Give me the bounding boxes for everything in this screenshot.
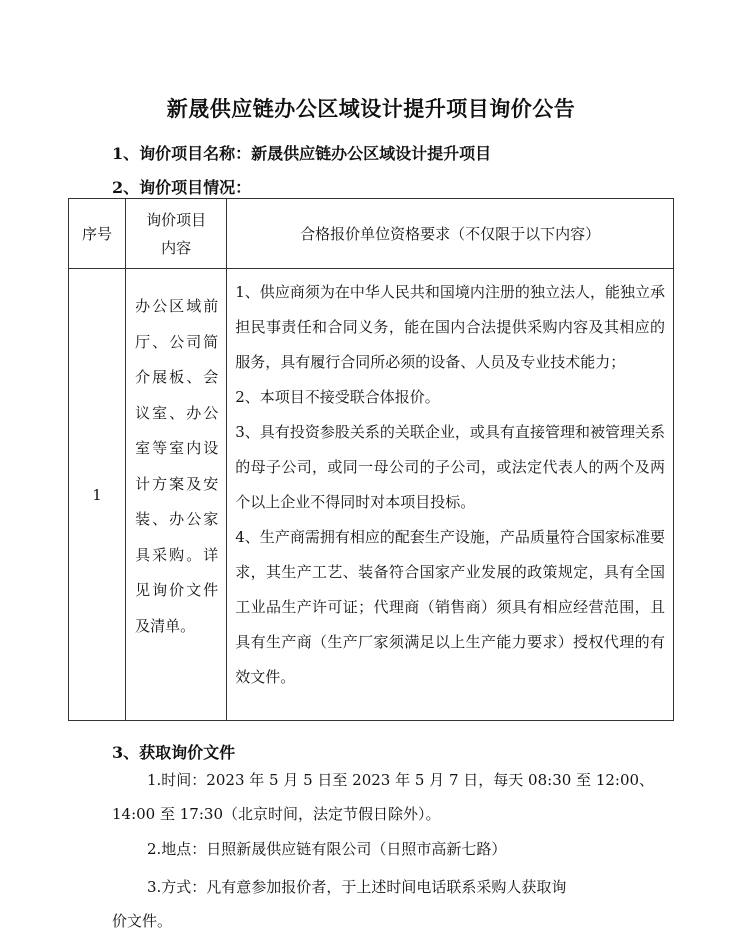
table-row [69,269,674,721]
obtain-time-line2: 14:00 至 17:30（北京时间，法定节假日除外）。 [112,805,441,823]
section-obtain-documents: 3、获取询价文件 [112,743,236,762]
requirements-table [68,198,674,721]
section-project-situation: 2、询价项目情况： [112,178,252,197]
row-content: 办公区域前厅、公司简介展板、会议室、办公室等室内设计方案及安装、办公家具采购。详见询价文件及清单。 [126,269,227,721]
requirement-item: 3、具有投资参股关系的关联企业，或具有直接管理和被管理关系的母子公司，或同一母公司的子公司，或法定代表人的两个及两个以上企业不得同时对本项目投标。 [235,423,665,511]
header-requirements: 合格报价单位资格要求（不仅限于以下内容） [227,199,674,269]
requirement-item: 2、本项目不接受联合体报价。 [235,388,440,406]
row-index: 1 [69,269,126,721]
requirement-item: 1、供应商须为在中华人民共和国境内注册的独立法人，能独立承担民事责任和合同义务，能在国内合法提供采购内容及其相应的服务，具有履行合同所必须的设备、人员及专业技术能力； [235,283,665,371]
row-requirements [227,269,674,721]
obtain-time-line1: 1.时间：2023 年 5 月 5 日至 2023 年 5 月 7 日，每天 08:30 至 12:00、 [147,771,655,789]
header-index: 序号 [69,199,126,269]
table-header-row [69,199,674,269]
requirement-item: 4、生产商需拥有相应的配套生产设施，产品质量符合国家标准要求，其生产工艺、装备符合国家产业发展的政策规定，具有全国工业品生产许可证；代理商（销售商）须具有相应经营范围，且具有生产商（生产厂家须满足以上生产能力要求）授权代理的有效文件。 [235,528,665,686]
obtain-location: 2.地点：日照新晟供应链有限公司（日照市高新七路） [147,840,507,858]
header-content: 询价项目内容 [126,199,227,269]
obtain-method-line1: 3.方式：凡有意参加报价者，于上述时间电话联系采购人获取询 [147,878,567,896]
obtain-method-line2: 价文件。 [112,912,173,930]
document-title: 新晟供应链办公区域设计提升项目询价公告 [166,96,576,121]
section-project-name: 1、询价项目名称：新晟供应链办公区域设计提升项目 [112,144,492,163]
